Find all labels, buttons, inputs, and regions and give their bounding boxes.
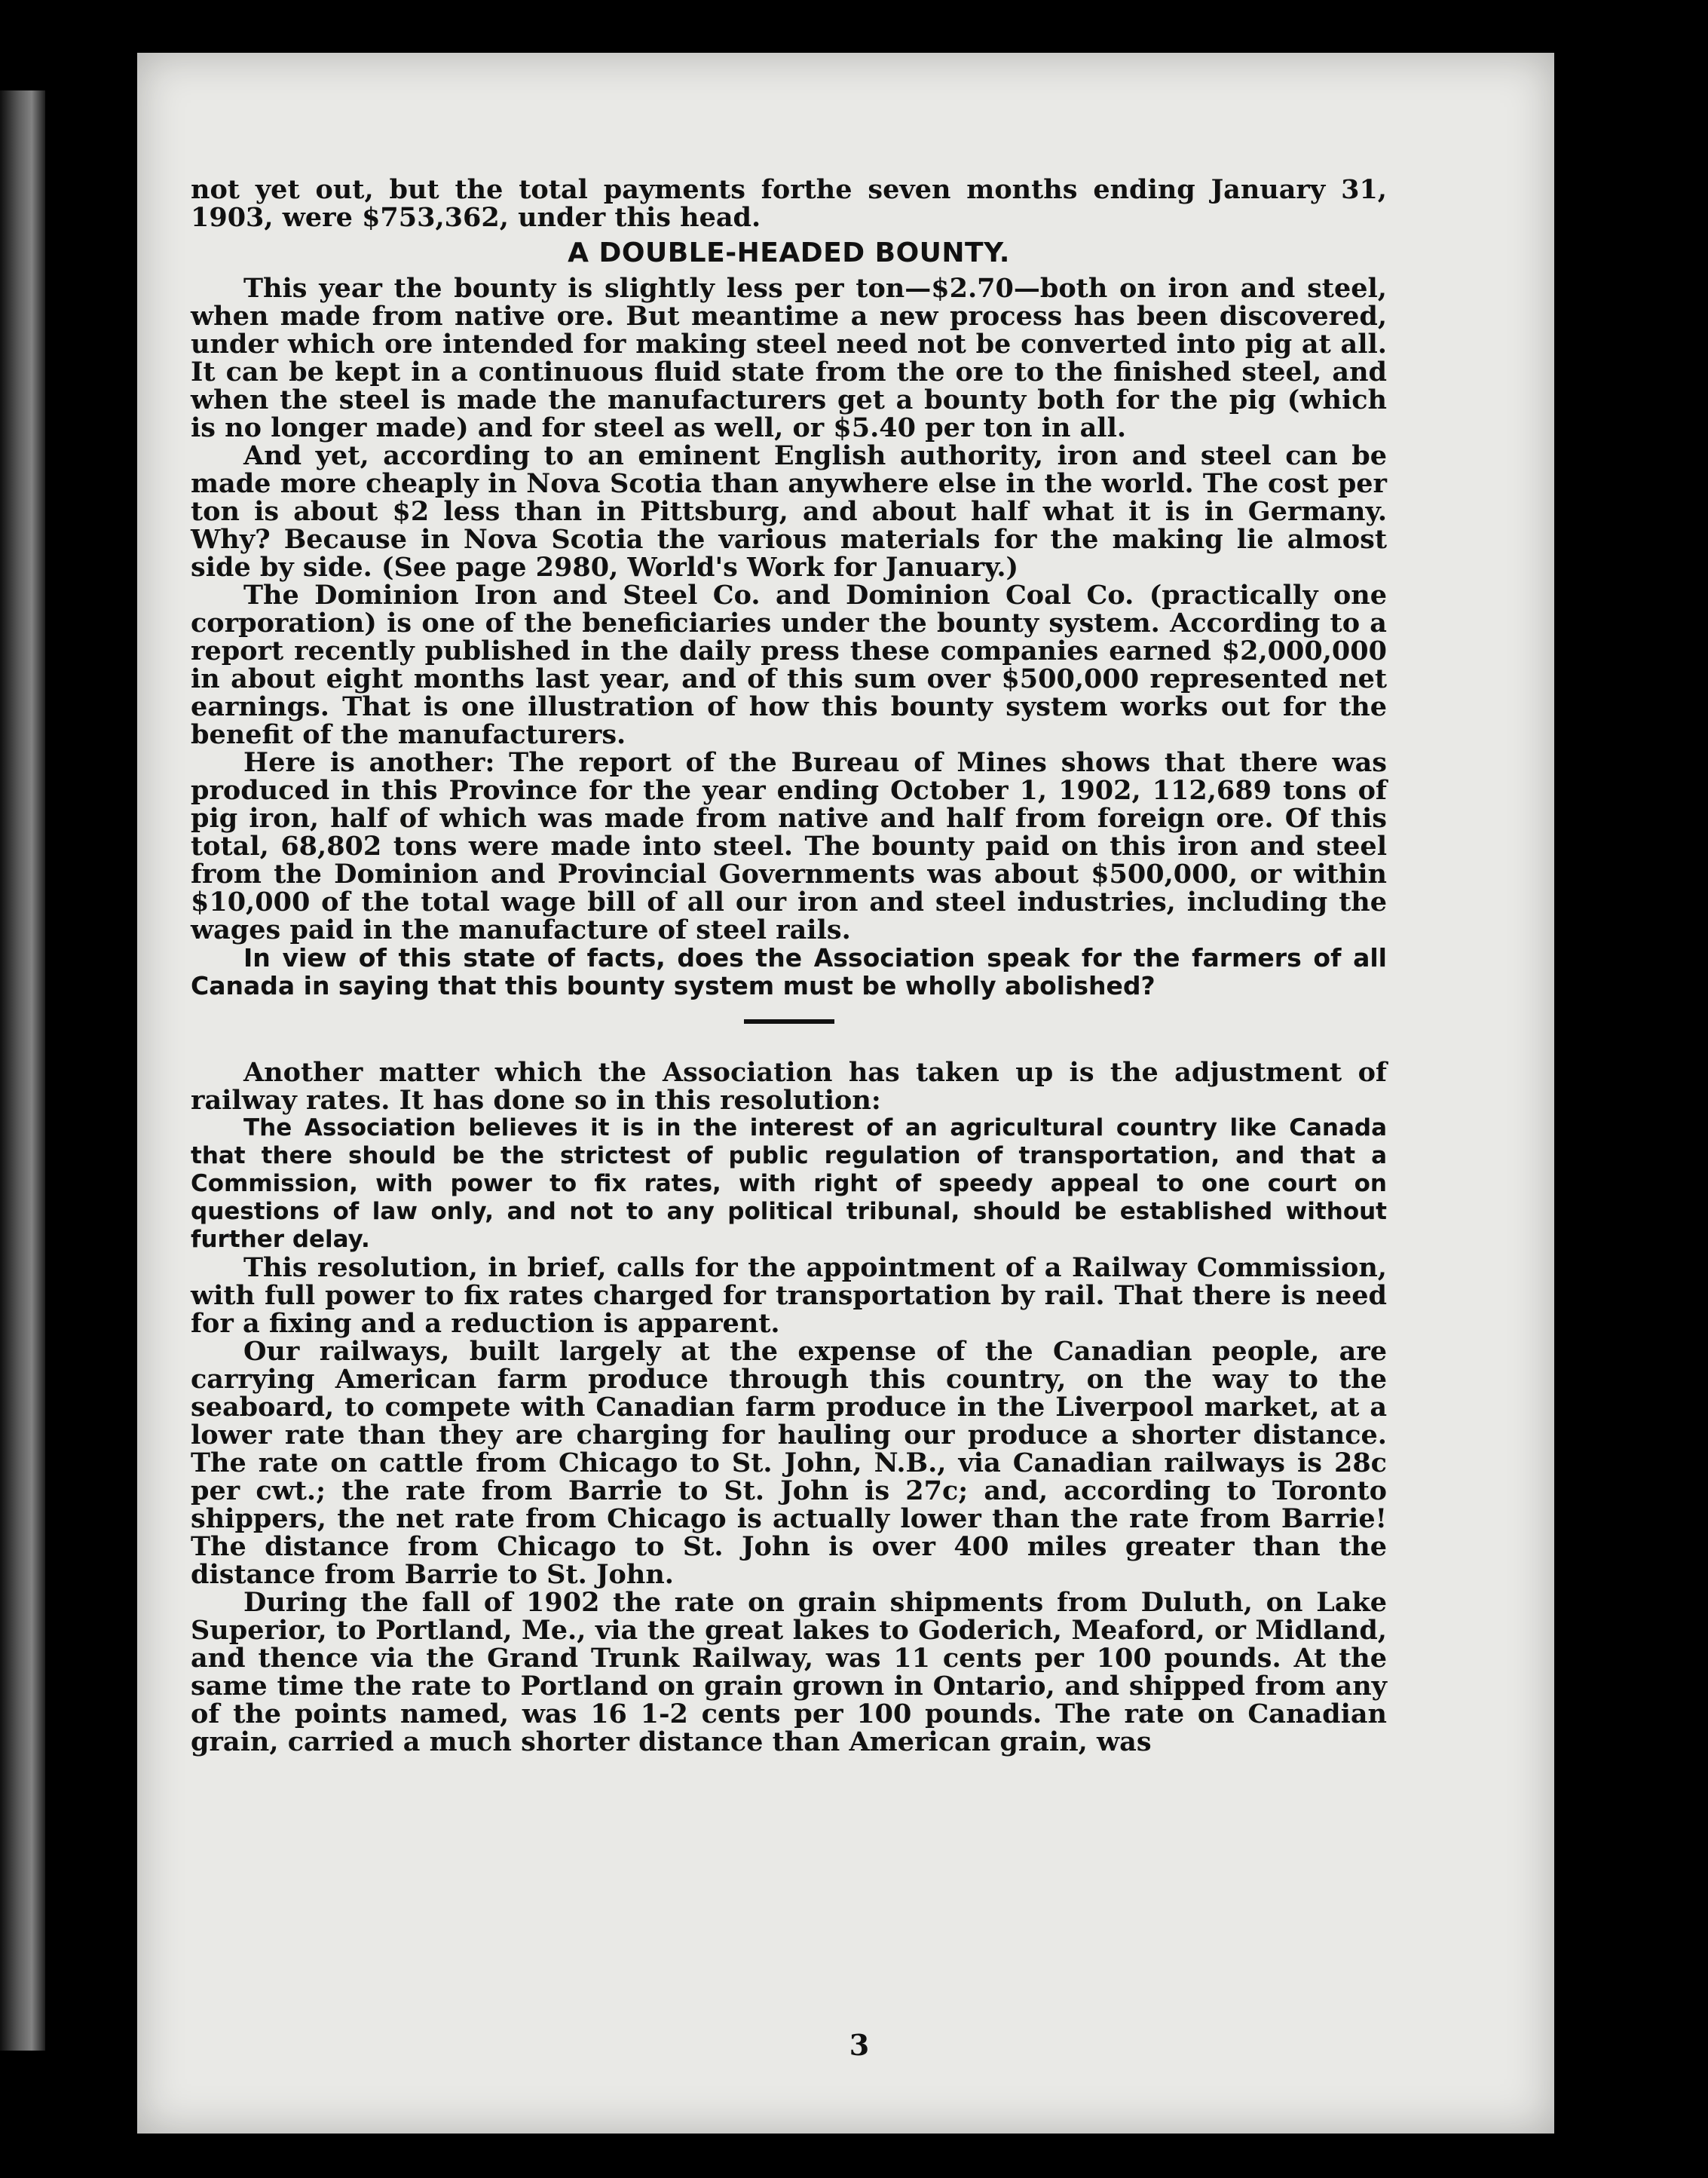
paragraph-canadian-railways: Our railways, built largely at the expense of the Canadian people, are carrying American farm produce through this country, on the way to the seaboard, to compete with Canadian farm produce in the Liverpool market, at a lower rate than they are charging for hauling our produce a shorter distance. The rate on cattle from Chicago to St. John, N.B., via Canadian railways is 28c per cwt.; the rate from Barrie to St. John is 27c; and, according to Toronto shippers, the net rate from Chicago is actually lower than the rate from Barrie! The distance from Chicago to St. John is over 400 miles greater than the distance from Barrie to St. John. — [191, 1336, 1387, 1590]
section-heading: A DOUBLE-HEADED BOUNTY. — [568, 237, 1010, 268]
paragraph-bounty-rate: This year the bounty is slightly less per ton—$2.70—both on iron and steel, when made from native ore. But meantime a new process has been discovered, under which ore intended for making steel need not be converted into pig at all. It can be kept in a continuous fluid state from the ore to the finished steel, and when the steel is made the manufacturers get a bounty both for the pig (which is no longer made) and for steel as well, or $5.40 per ton in all. — [191, 273, 1387, 443]
intro-paragraph: not yet out, but the total payments forthe seven months ending January 31, 1903, were $753,362, under this head. — [191, 174, 1387, 233]
section-divider — [744, 1019, 834, 1024]
paragraph-bureau-of-mines: Here is another: The report of the Bureau of Mines shows that there was produced in this Province for the year ending October 1, 1902, 112,689 tons of pig iron, half of which was made from native and half from foreign ore. Of this total, 68,802 tons were made into steel. The bounty paid on this iron and steel from the Dominion and Provincial Governments was about $500,000, or within $10,000 of the total wage bill of all our iron and steel industries, including the wages paid in the manufacture of steel rails. — [191, 747, 1387, 945]
callout-question: In view of this state of facts, does the Association speak for the farmers of all Canada in saying that this bounty system must be wholly abolished? — [191, 943, 1387, 1000]
paragraph-nova-scotia: And yet, according to an eminent English authority, iron and steel can be made more cheaply in Nova Scotia than anywhere else in the world. The cost per ton is about $2 less than in Pittsburg, and about half what it is in Germany. Why? Because in Nova Scotia the various materials for the making lie almost side by side. (See page 2980, World's Work for January.) — [191, 440, 1387, 583]
document-body — [191, 176, 1387, 1756]
paragraph-railway-commission: This resolution, in brief, calls for the appointment of a Railway Commission, with full power to fix rates charged for transportation by rail. That there is need for a fixing and a reduction is apparent. — [191, 1252, 1387, 1339]
resolution-quote: The Association believes it is in the interest of an agricultural country like Canada that there should be the strictest of public regulation of transportation, and that a Commission, with power to fix rates, with right of speedy appeal to one court on questions of law only, and not to any political tribunal, should be established without further delay. — [191, 1114, 1387, 1253]
paragraph-railway-rates: Another matter which the Association has taken up is the adjustment of railway rates. It has done so in this resolution: — [191, 1057, 1387, 1116]
page-number: 3 — [849, 2028, 870, 2062]
paragraph-dominion-iron: The Dominion Iron and Steel Co. and Dominion Coal Co. (practically one corporation) is one of the beneficiaries under the bounty system. According to a report recently published in the daily press these companies earned $2,000,000 in about eight months last year, and of this sum over $500,000 represented net earnings. That is one illustration of how this bounty system works out for the benefit of the manufacturers. — [191, 580, 1387, 750]
adjacent-page-edge — [0, 90, 45, 2051]
paragraph-grain-shipments: During the fall of 1902 the rate on grain shipments from Duluth, on Lake Superior, to Portland, Me., via the great lakes to Goderich, Meaford, or Midland, and thence via the Grand Trunk Railway, was 11 cents per 100 pounds. At the same time the rate to Portland on grain grown in Ontario, and shipped from any of the points named, was 16 1-2 cents per 100 pounds. The rate on Canadian grain, carried a much shorter distance than American grain, was — [191, 1587, 1387, 1757]
